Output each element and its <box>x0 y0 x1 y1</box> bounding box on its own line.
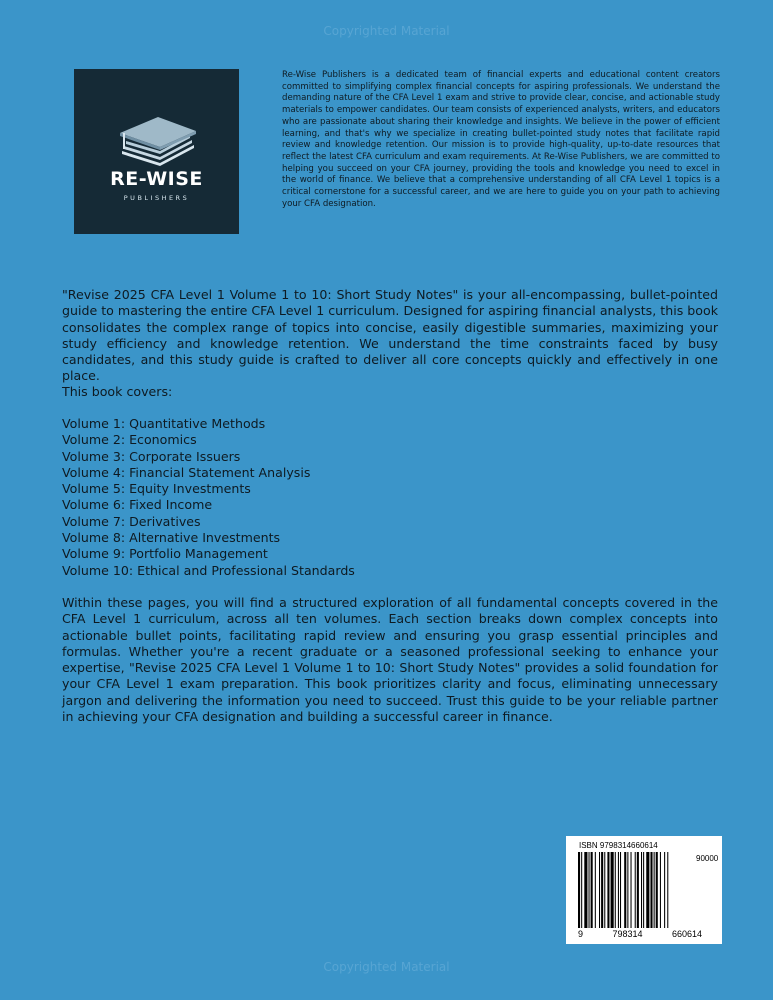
volume-item: Volume 7: Derivatives <box>62 513 201 529</box>
isbn-label: ISBN 9798314660614 <box>579 841 658 850</box>
volume-item: Volume 2: Economics <box>62 432 197 448</box>
volume-item: Volume 4: Financial Statement Analysis <box>62 464 311 480</box>
price-code: 90000 <box>696 854 719 863</box>
copyright-watermark-top: Copyrighted Material <box>323 24 450 38</box>
volume-item: Volume 6: Fixed Income <box>62 497 213 513</box>
barcode-digit-group: 9 <box>578 929 584 939</box>
graduation-cap-books-icon <box>114 111 200 167</box>
volume-item: Volume 1: Quantitative Methods <box>62 416 266 431</box>
volume-item: Volume 10: Ethical and Professional Standards <box>62 562 355 578</box>
volume-list <box>62 416 355 579</box>
publisher-logo <box>74 69 239 234</box>
copyright-watermark-bottom: Copyrighted Material <box>323 960 450 974</box>
barcode-bars <box>578 852 694 928</box>
covers-heading: This book covers: <box>62 384 173 399</box>
book-intro-paragraph: "Revise 2025 CFA Level 1 Volume 1 to 10: Short Study Notes" is your all-encompassing, bullet-pointed guide to mastering the entire CFA Level 1 curriculum. Designed for aspiring financial analysts, this book consolidates the complex range of topics into concise, easily digestible summaries, maximizing your study efficiency and knowledge retention. We understand the time constraints faced by busy candidates, and this study guide is crafted to deliver all core concepts quickly and effectively in one place. <box>62 287 718 384</box>
publisher-logo-name: RE-WISE <box>110 168 203 190</box>
volume-item: Volume 9: Portfolio Management <box>62 546 268 562</box>
barcode-digit-group: 660614 <box>671 929 702 939</box>
volume-item: Volume 8: Alternative Investments <box>62 530 281 546</box>
volume-item: Volume 5: Equity Investments <box>62 481 251 497</box>
publisher-logo-subtitle: PUBLISHERS <box>123 194 190 202</box>
barcode-digits <box>578 929 702 939</box>
book-summary-paragraph: Within these pages, you will find a structured exploration of all fundamental concepts covered in the CFA Level 1 curriculum, across all ten volumes. Each section breaks down complex concepts into actionable bullet points, facilitating rapid review and ensuring you grasp essential principles and formulas. Whether you're a recent graduate or a seasoned professional seeking to enhance your expertise, "Revise 2025 CFA Level 1 Volume 1 to 10: Short Study Notes" provides a solid foundation for your CFA Level 1 exam preparation. This book prioritizes clarity and focus, eliminating unnecessary jargon and delivering the information you need to succeed. Trust this guide to be your reliable partner in achieving your CFA designation and building a successful career in finance. <box>62 595 718 725</box>
volume-item: Volume 3: Corporate Issuers <box>62 448 241 464</box>
barcode-digit-group: 798314 <box>612 929 643 939</box>
about-publisher-text: Re-Wise Publishers is a dedicated team of financial experts and educational content creators committed to simplifying complex financial concepts for aspiring professionals. We understand the demanding nature of the CFA Level 1 exam and strive to provide clear, concise, and actionable study materials to empower candidates. Our team consists of experienced analysts, writers, and educators who are passionate about sharing their knowledge and insights. We believe in the power of efficient learning, and that's why we specialize in creating bullet-pointed study notes that facilitate rapid review and knowledge retention. Our mission is to provide high-quality, up-to-date resources that reflect the latest CFA curriculum and exam requirements. At Re-Wise Publishers, we are committed to helping you succeed on your CFA journey, providing the tools and knowledge you need to excel in the world of finance. We believe that a comprehensive understanding of all CFA Level 1 topics is a critical cornerstone for a successful career, and we are here to guide you on your path to achieving your CFA designation. <box>282 70 720 209</box>
isbn-barcode <box>566 836 722 944</box>
